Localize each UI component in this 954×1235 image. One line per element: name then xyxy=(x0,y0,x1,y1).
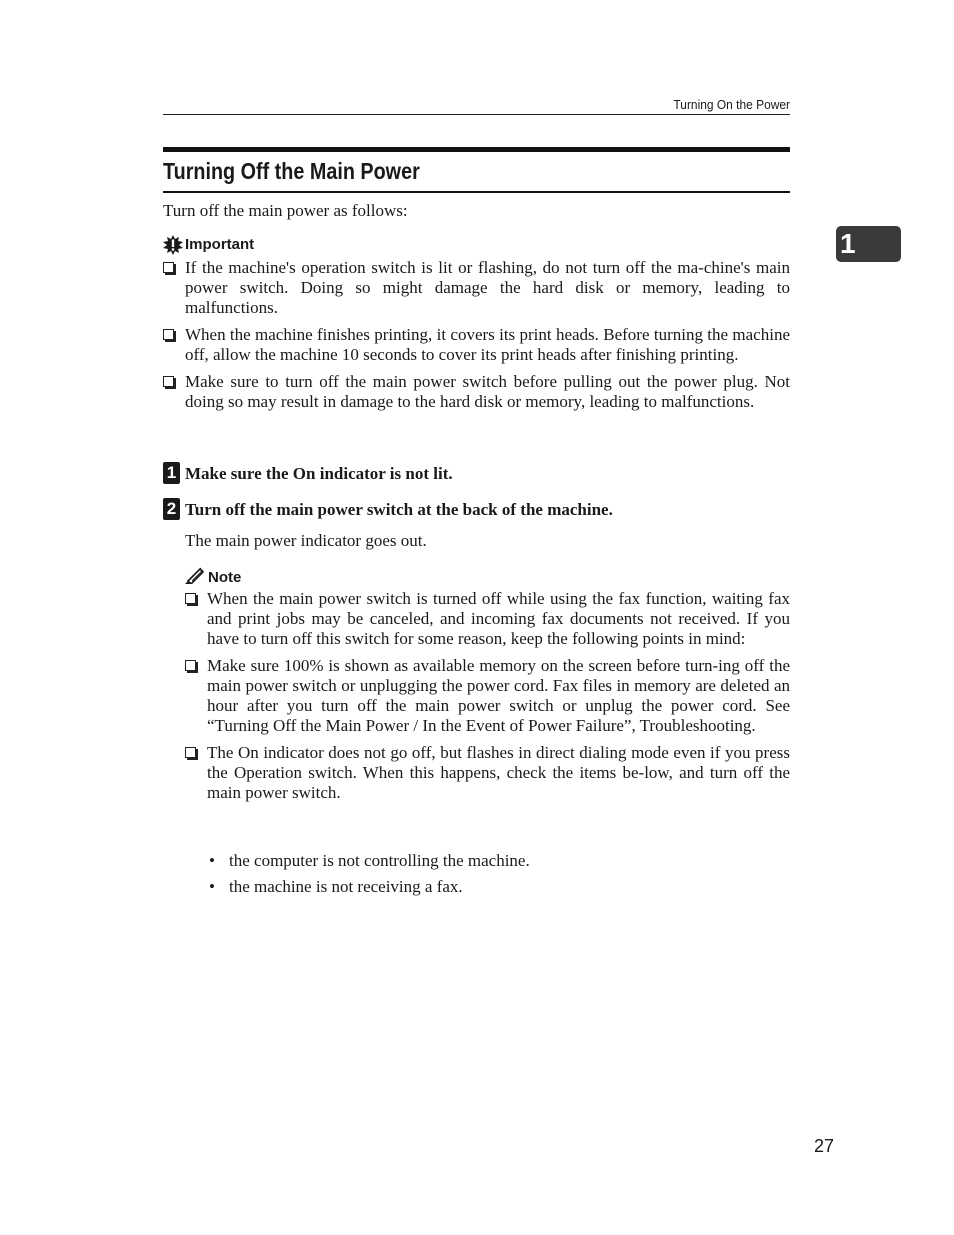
step-1 xyxy=(163,462,453,484)
checkbox-icon xyxy=(163,262,174,273)
checkbox-icon xyxy=(185,593,196,604)
title-bar xyxy=(163,147,790,152)
important-icon xyxy=(163,235,183,255)
list-item: Make sure 100% is shown as available memory on the screen before turn-ing off the main power switch or unplugging the power cord. Fax files in memory are deleted an hour after you turn off the main power switch or unplug the power cord. See “Turning Off the Main Power / In the Event of Power Failure”, Troubleshooting. xyxy=(185,656,790,736)
checkbox-icon xyxy=(185,660,196,671)
step-number-badge: 1 xyxy=(163,462,180,484)
bullet-item: • the computer is not controlling the machine. xyxy=(207,851,790,871)
checkbox-icon xyxy=(163,376,174,387)
list-item: Make sure to turn off the main power switch before pulling out the power plug. Not doing so may result in damage to the hard disk or memory, leading to malfunctions. xyxy=(163,372,790,412)
section-title: Turning Off the Main Power xyxy=(163,158,420,184)
note-caption xyxy=(185,566,241,590)
step-text: Make sure the On indicator is not lit. xyxy=(185,464,453,483)
list-item: When the machine finishes printing, it covers its print heads. Before turning the machine off, allow the machine 10 seconds to cover its print heads after finishing printing. xyxy=(163,325,790,365)
header-rule xyxy=(163,114,790,115)
step-number-badge: 2 xyxy=(163,498,180,520)
chapter-tab: 1 xyxy=(836,226,901,262)
important-label: Important xyxy=(185,236,255,253)
bullet-item: • the machine is not receiving a fax. xyxy=(207,877,790,897)
step-2 xyxy=(163,498,613,520)
step-result: The main power indicator goes out. xyxy=(185,531,427,550)
important-list xyxy=(163,258,790,419)
intro-text: Turn off the main power as follows: xyxy=(163,201,408,220)
pencil-icon xyxy=(185,566,205,590)
important-caption xyxy=(163,235,254,255)
step-text: Turn off the main power switch at the back of the machine. xyxy=(185,500,613,519)
page-number: 27 xyxy=(813,1136,834,1156)
bullet-list xyxy=(207,851,790,903)
checkbox-icon xyxy=(185,747,196,758)
list-item: If the machine's operation switch is lit or flashing, do not turn off the ma-chine's main power switch. Doing so might damage the hard disk or memory, leading to malfunctions. xyxy=(163,258,790,318)
title-rule xyxy=(163,191,790,193)
list-item: When the main power switch is turned off while using the fax function, waiting fax and print jobs may be canceled, and incoming fax documents not received. If you have to turn off this switch for some reason, keep the following points in mind: xyxy=(185,589,790,649)
checkbox-icon xyxy=(163,329,174,340)
note-list xyxy=(185,589,790,810)
list-item: The On indicator does not go off, but flashes in direct dialing mode even if you press the Operation switch. When this happens, check the items be-low, and turn off the main power switch. xyxy=(185,743,790,803)
note-label: Note xyxy=(208,569,242,586)
running-header: Turning On the Power xyxy=(673,97,790,112)
